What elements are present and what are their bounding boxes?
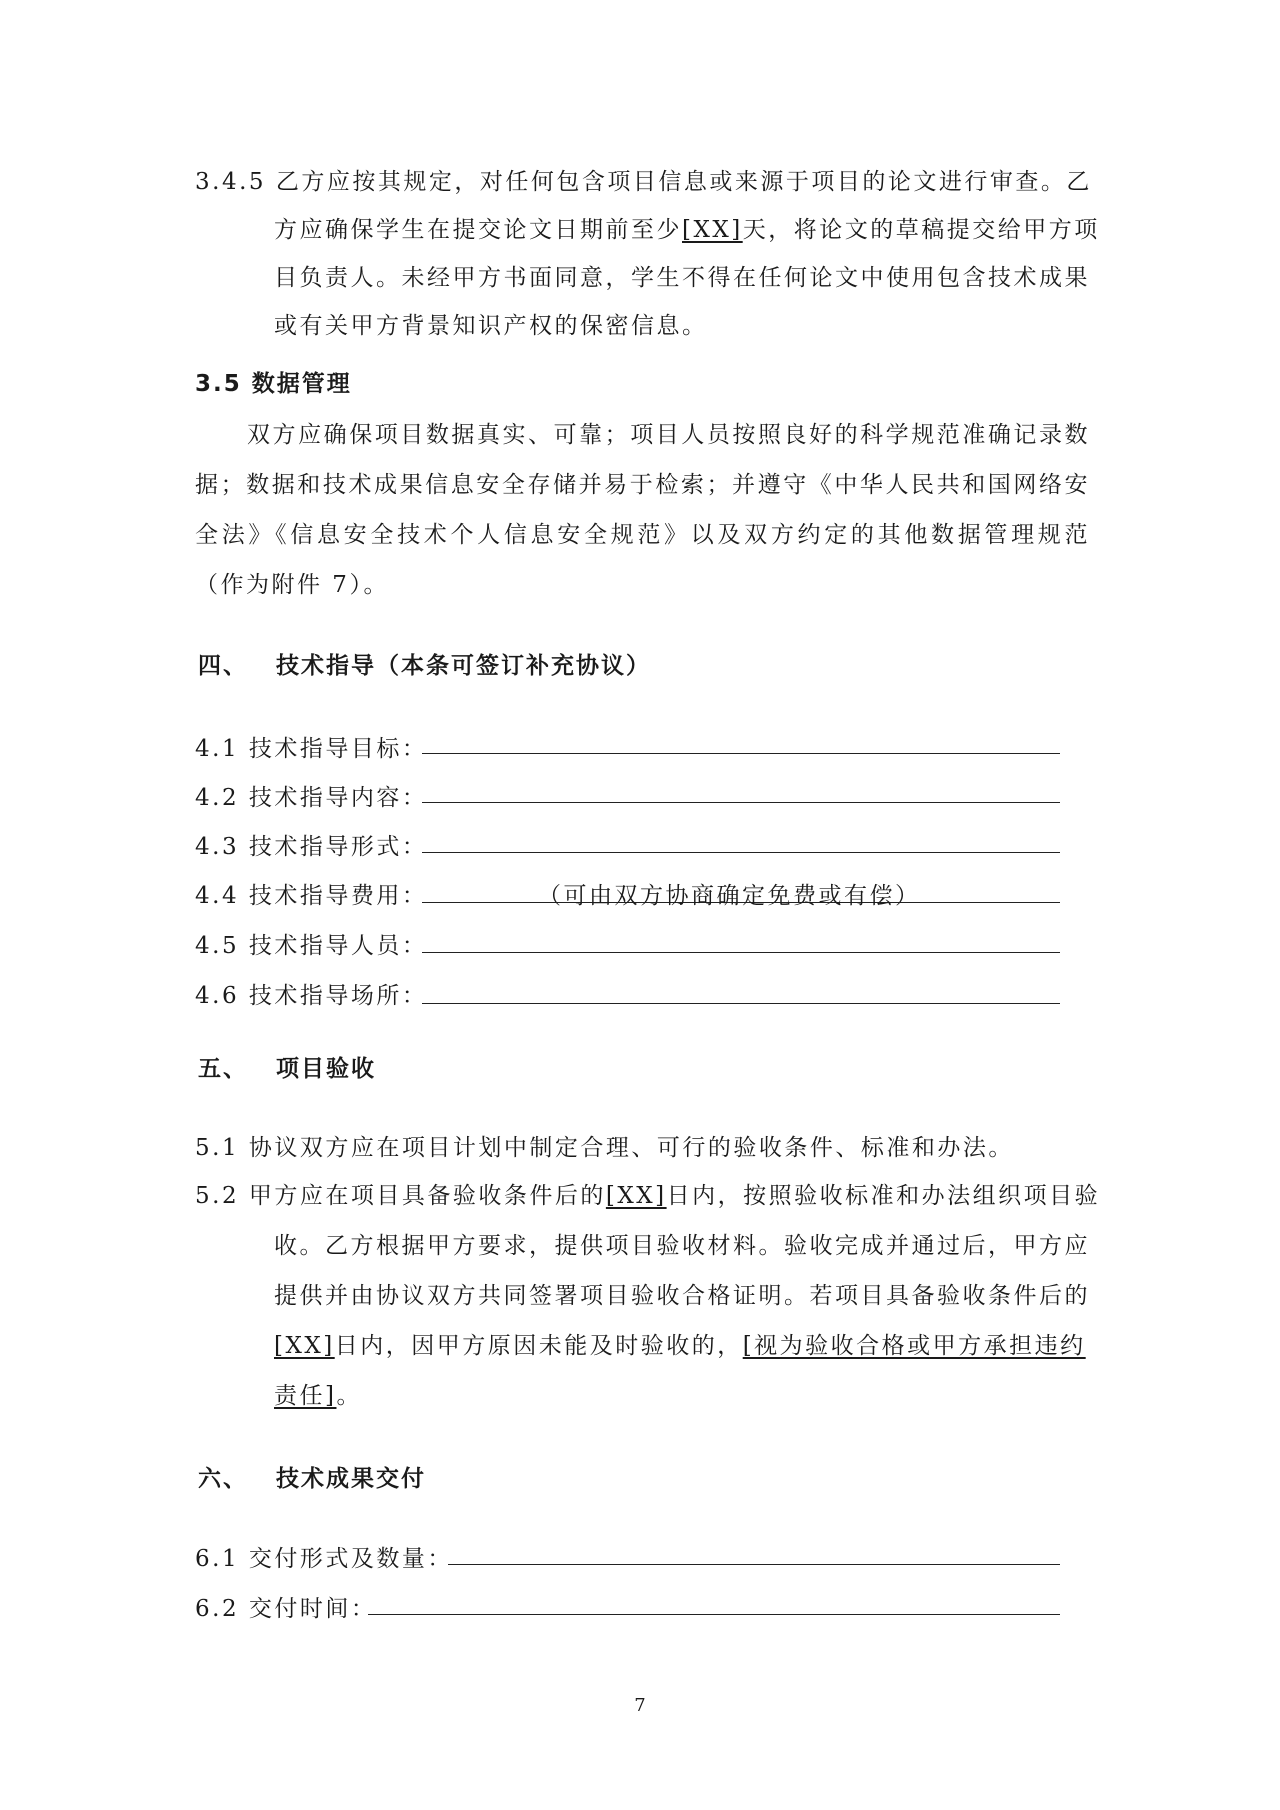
placeholder-option-end: 责任]: [274, 1383, 337, 1409]
field-label-delivery-time: 6.2 交付时间：: [195, 1596, 377, 1622]
clause-5-2-line-4: [XX]日内，因甲方原因未能及时验收的，[视为验收合格或甲方承担违约: [274, 1333, 1086, 1359]
field-label-staff: 4.5 技术指导人员：: [195, 933, 428, 959]
field-label-content: 4.2 技术指导内容：: [195, 785, 428, 811]
clause-5-2-line-2: 收。乙方根据甲方要求，提供项目验收材料。验收完成并通过后，甲方应: [274, 1233, 1090, 1259]
field-line-delivery-time[interactable]: [368, 1614, 1060, 1615]
field-line-staff[interactable]: [422, 952, 1060, 953]
field-line-content[interactable]: [422, 802, 1060, 803]
field-label-delivery-form: 6.1 交付形式及数量：: [195, 1546, 453, 1572]
field-label-form: 4.3 技术指导形式：: [195, 834, 428, 860]
clause-number: 3.4.5: [195, 169, 267, 195]
section-3-5-title: 3.5 数据管理: [195, 371, 352, 397]
page-number: 7: [634, 1695, 646, 1716]
section-6-heading: 六、 技术成果交付: [198, 1466, 426, 1492]
placeholder-xx: [XX]: [682, 217, 743, 243]
section-3-5-body: 双方应确保项目数据真实、可靠；项目人员按照良好的科学规范准确记录数据；数据和技术成果信息安全存储并易于检索；并遵守《中华人民共和国网络安全法》《信息安全技术个人信息安全规范》以及双方约定的其他数据管理规范（作为附件 7）。: [195, 422, 1090, 598]
field-label-goal: 4.1 技术指导目标：: [195, 736, 428, 762]
placeholder-option: [视为验收合格或甲方承担违约: [742, 1333, 1086, 1359]
field-line-form[interactable]: [422, 852, 1060, 853]
clause-3-4-5-line-3: 目负责人。未经甲方书面同意，学生不得在任何论文中使用包含技术成果: [274, 265, 1090, 291]
field-value-fee: （可由双方协商确定免费或有偿）: [538, 883, 921, 909]
section-4-heading: 四、 技术指导（本条可签订补充协议）: [198, 653, 651, 679]
placeholder-xx: [XX]: [605, 1183, 667, 1209]
field-label-venue: 4.6 技术指导场所：: [195, 983, 428, 1009]
section-5-heading: 五、 项目验收: [198, 1056, 376, 1082]
field-line-goal[interactable]: [422, 753, 1060, 754]
clause-3-4-5-line-1: 3.4.5 乙方应按其规定，对任何包含项目信息或来源于项目的论文进行审查。乙: [195, 169, 1092, 195]
field-label-fee: 4.4 技术指导费用：: [195, 883, 428, 909]
clause-5-1: 5.1 协议双方应在项目计划中制定合理、可行的验收条件、标准和办法。: [195, 1135, 1014, 1161]
clause-5-2-line-5: 责任]。: [274, 1383, 362, 1409]
clause-3-4-5-line-2: 方应确保学生在提交论文日期前至少[XX]天，将论文的草稿提交给甲方项: [274, 217, 1100, 243]
field-line-delivery-form[interactable]: [448, 1564, 1060, 1565]
placeholder-xx: [XX]: [274, 1333, 335, 1359]
clause-3-4-5-line-4: 或有关甲方背景知识产权的保密信息。: [274, 313, 708, 339]
clause-5-2-line-1: 5.2 甲方应在项目具备验收条件后的[XX]日内，按照验收标准和办法组织项目验: [195, 1183, 1101, 1209]
clause-5-2-line-3: 提供并由协议双方共同签署项目验收合格证明。若项目具备验收条件后的: [274, 1283, 1090, 1309]
field-line-venue[interactable]: [422, 1003, 1060, 1004]
